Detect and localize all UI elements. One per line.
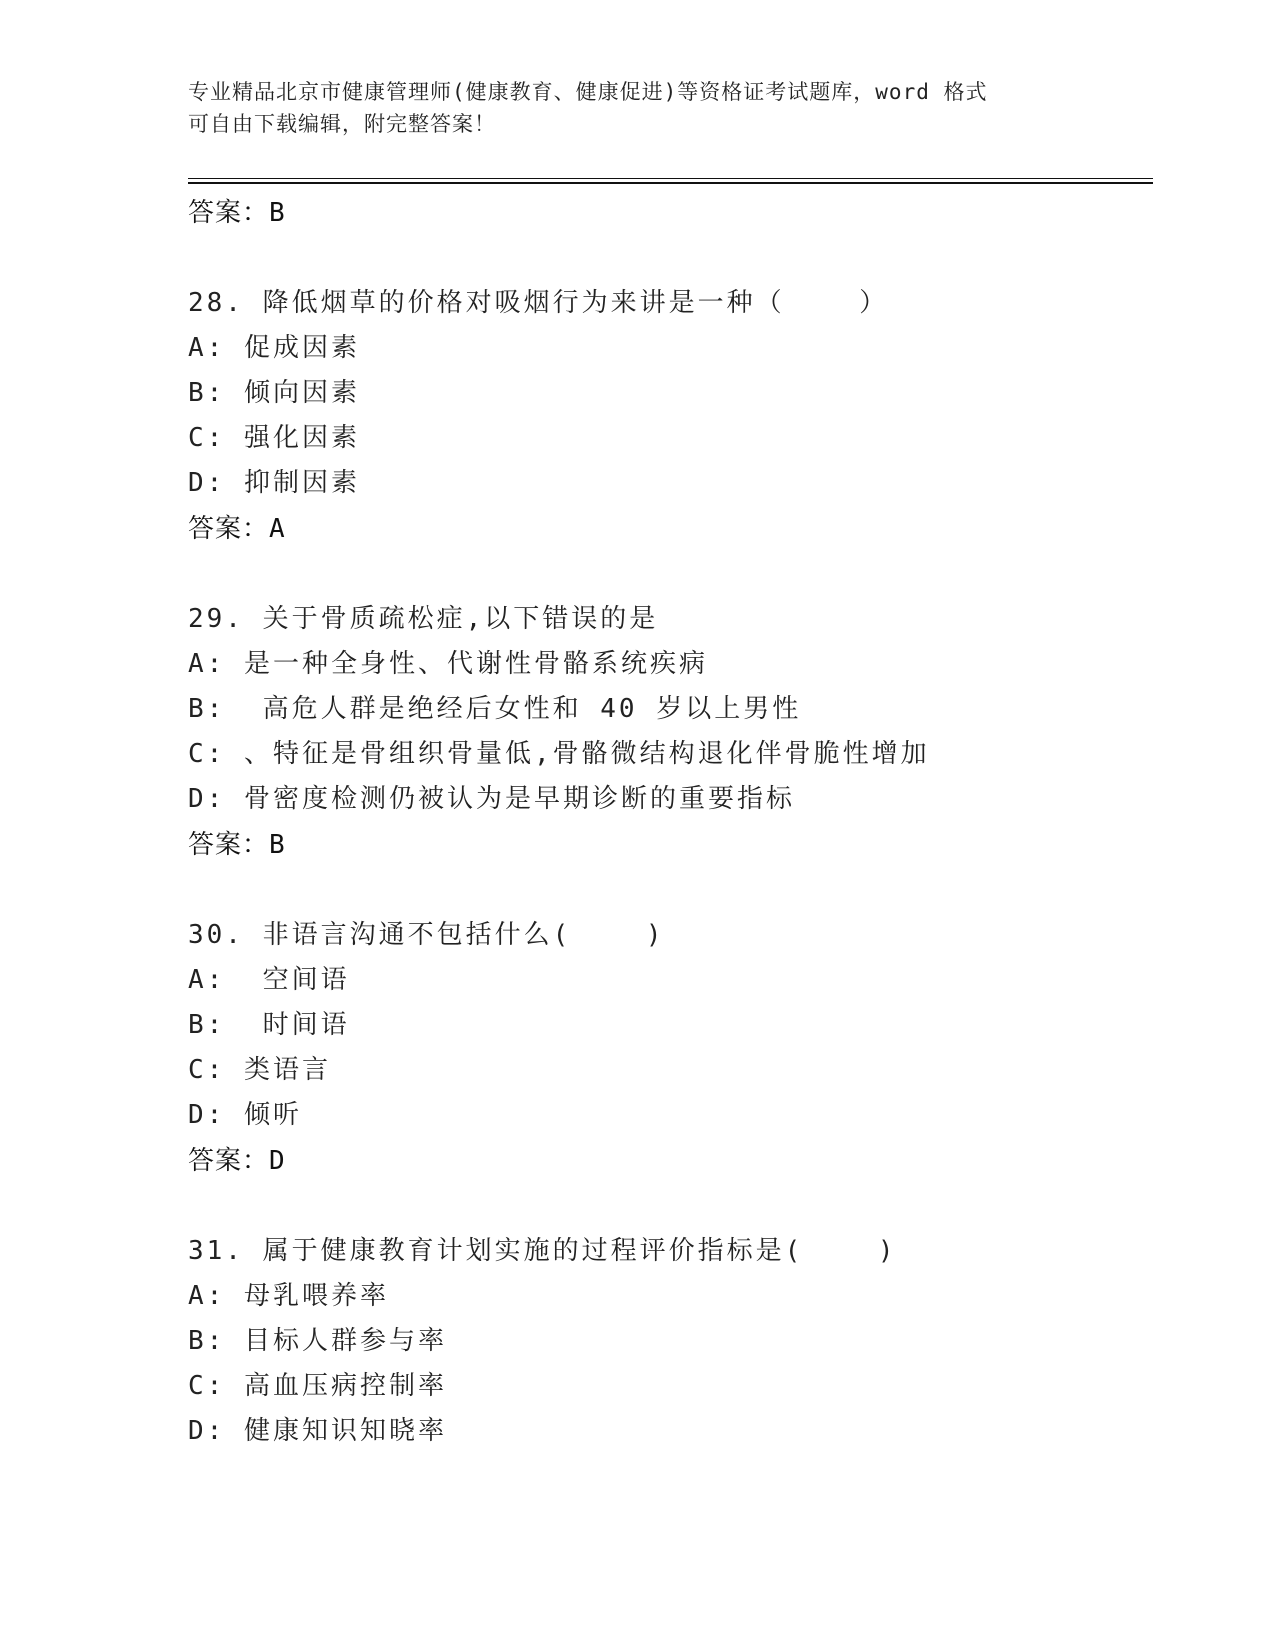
option-text: 空间语 [243, 965, 350, 995]
question-text [188, 1228, 1153, 1274]
header-divider-thick [188, 182, 1153, 184]
option-label: B: [188, 1010, 226, 1040]
answer-key: 答案：B [188, 830, 286, 860]
question-number: 30. [188, 920, 244, 950]
option-label: B: [188, 378, 226, 408]
question-block [188, 280, 1153, 596]
option-text: 促成因素 [243, 333, 360, 363]
option-text: 时间语 [243, 1010, 350, 1040]
option-text: 、特征是骨组织骨量低,骨骼微结构退化伴骨脆性增加 [243, 739, 930, 769]
question-number: 28. [188, 288, 244, 318]
option-label: D: [188, 784, 226, 814]
option-text: 倾向因素 [243, 378, 360, 408]
option-label: C: [188, 1371, 226, 1401]
page-header [188, 76, 1088, 140]
question-stem: 关于骨质疏松症,以下错误的是 [262, 604, 659, 634]
answer-option [188, 958, 1153, 1003]
option-label: A: [188, 1281, 226, 1311]
question-text [188, 912, 1153, 958]
option-text: 健康知识知晓率 [243, 1416, 447, 1446]
answer-option [188, 1409, 1153, 1454]
question-number: 29. [188, 604, 244, 634]
header-line-1: 专业精品北京市健康管理师(健康教育、健康促进)等资格证考试题库，word 格式 [188, 80, 988, 104]
option-label: C: [188, 1055, 226, 1085]
answer-option [188, 732, 1153, 777]
answer-option [188, 416, 1153, 461]
previous-answer: 答案：B [188, 198, 286, 228]
option-label: D: [188, 468, 226, 498]
option-label: D: [188, 1100, 226, 1130]
question-list [188, 190, 1153, 1454]
option-text: 高血压病控制率 [243, 1371, 447, 1401]
option-text: 抑制因素 [243, 468, 360, 498]
option-text: 高危人群是绝经后女性和 40 岁以上男性 [243, 694, 802, 724]
answer-option [188, 461, 1153, 506]
answer-option [188, 642, 1153, 687]
header-line-2: 可自由下载编辑，附完整答案！ [188, 112, 496, 136]
answer-option [188, 687, 1153, 732]
option-label: C: [188, 739, 226, 769]
answer-option [188, 1364, 1153, 1409]
question-text [188, 280, 1153, 326]
question-text [188, 596, 1153, 642]
answer-key: 答案：D [188, 1146, 286, 1176]
option-text: 强化因素 [243, 423, 360, 453]
question-stem: 降低烟草的价格对吸烟行为来讲是一种（ ） [262, 288, 889, 318]
question-stem: 属于健康教育计划实施的过程评价指标是( ) [262, 1236, 897, 1266]
answer-option [188, 1048, 1153, 1093]
question-stem: 非语言沟通不包括什么( ) [262, 920, 665, 950]
question-block [188, 596, 1153, 912]
option-label: B: [188, 694, 226, 724]
option-label: A: [188, 649, 226, 679]
option-text: 是一种全身性、代谢性骨骼系统疾病 [243, 649, 708, 679]
answer-option [188, 777, 1153, 822]
answer-option [188, 1093, 1153, 1138]
answer-option [188, 1003, 1153, 1048]
option-text: 类语言 [243, 1055, 331, 1085]
option-label: D: [188, 1416, 226, 1446]
header-divider-thin [188, 178, 1153, 179]
answer-option [188, 1319, 1153, 1364]
answer-option [188, 371, 1153, 416]
option-text: 倾听 [243, 1100, 302, 1130]
option-label: A: [188, 333, 226, 363]
option-label: A: [188, 965, 226, 995]
question-block [188, 912, 1153, 1228]
answer-key: 答案：A [188, 514, 286, 544]
questions-container [188, 280, 1153, 1454]
option-text: 母乳喂养率 [243, 1281, 389, 1311]
answer-option [188, 326, 1153, 371]
answer-option [188, 1274, 1153, 1319]
option-label: C: [188, 423, 226, 453]
option-text: 骨密度检测仍被认为是早期诊断的重要指标 [243, 784, 795, 814]
option-label: B: [188, 1326, 226, 1356]
question-number: 31. [188, 1236, 244, 1266]
option-text: 目标人群参与率 [243, 1326, 447, 1356]
question-block [188, 1228, 1153, 1454]
